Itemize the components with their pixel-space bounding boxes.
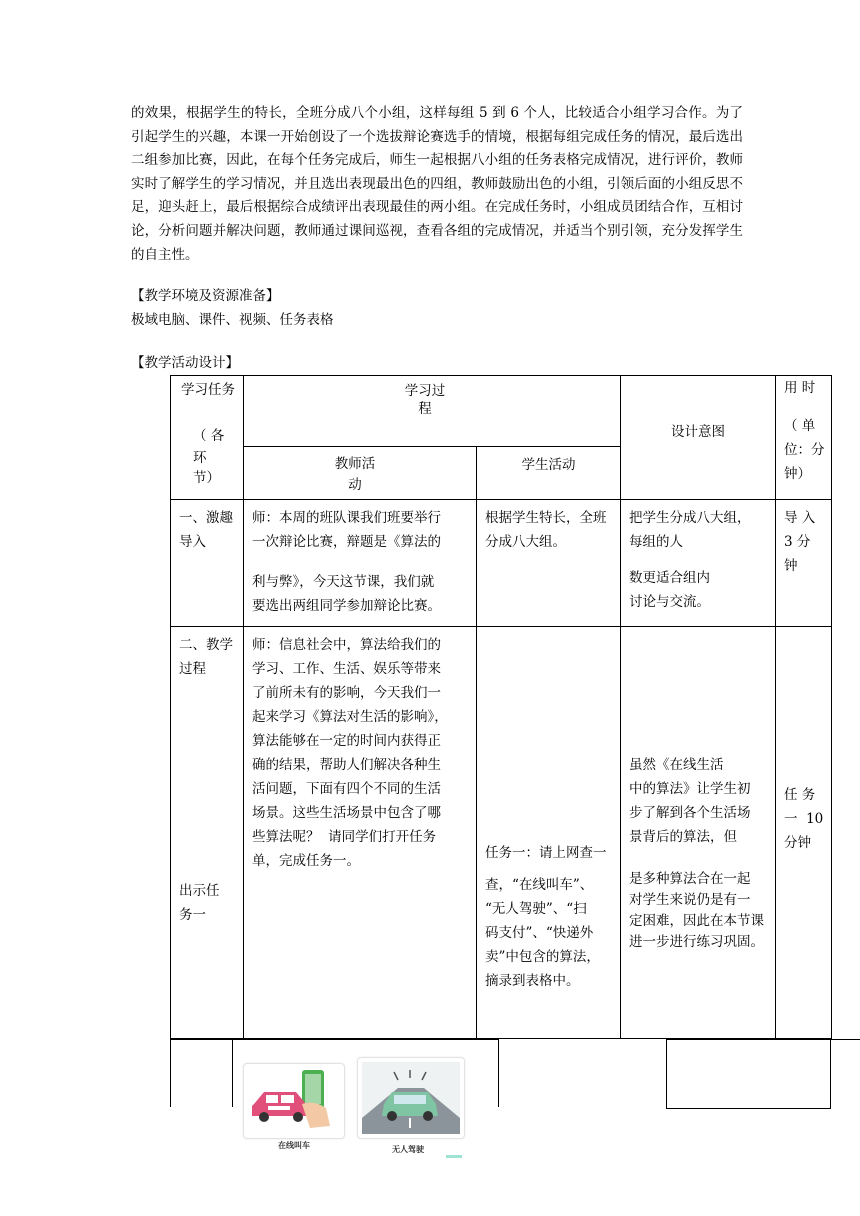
row2-intent-line: 是多种算法合在一起: [629, 871, 751, 887]
row2-task-line3: 出示任: [179, 883, 220, 899]
taxi-illustration: [244, 1064, 344, 1138]
row2-student-line: 摘录到表格中。: [485, 973, 580, 989]
header-task-line1: 学习任务: [181, 382, 235, 398]
env-content: 极域电脑、课件、视频、任务表格: [131, 312, 334, 328]
header-intent: 设计意图: [671, 423, 725, 440]
header-time-line4: 钟）: [784, 466, 811, 482]
row1-teacher-line3: 利与弊》，今天这节课，我们就: [252, 574, 435, 590]
lower-table-left-border: [170, 1039, 171, 1107]
activity-design-table: [170, 375, 832, 1039]
header-task-line3: 环: [193, 450, 207, 466]
header-teacher-line2: 动: [348, 477, 362, 493]
row2-student-line: 查，“在线叫车”、: [485, 877, 594, 893]
row1-intent-cell: [621, 500, 776, 627]
row1-task-line1: 一、激趣: [179, 510, 233, 526]
taxi-caption: 在线叫车: [278, 1140, 310, 1150]
row2-teacher-line: 学习、工作、生活、娱乐等带来: [252, 661, 441, 677]
row1-intent-line1: 把学生分成八大组，: [629, 510, 751, 526]
row2-task-line2: 过程: [179, 661, 206, 677]
header-student: 学生活动: [521, 457, 576, 473]
row1-teacher-line1: 师：本周的班队课我们班要举行: [252, 510, 441, 526]
row2-teacher-line: 活问题，下面有四个不同的生活: [252, 781, 441, 797]
row2-intent-line: 中的算法》让学生初: [629, 781, 751, 797]
row1-student-line2: 分成八大组。: [485, 534, 566, 550]
row2-teacher-line: 算法能够在一定的时间内获得正: [252, 733, 441, 749]
driverless-image: [357, 1057, 465, 1154]
row2-intent-line: 定困难，因此在本节课: [629, 913, 764, 929]
row2-teacher-cell: [244, 627, 477, 1039]
lower-table-bottom-right: [666, 1108, 831, 1109]
row1-time-line3: 钟: [784, 558, 798, 574]
lower-table-col1-border: [232, 1039, 233, 1107]
row2-student-line: 码支付”、“快递外: [485, 925, 594, 941]
header-time-cell: [776, 376, 832, 500]
row2-time-line2: 一 10: [784, 811, 824, 827]
row1-intent-line4: 讨论与交流。: [629, 594, 710, 610]
header-teacher-cell: [244, 447, 477, 500]
header-process-cell: [244, 376, 621, 447]
header-time-line2: （ 单: [784, 418, 816, 434]
row2-student-line: “无人驾驶”、“扫: [485, 901, 587, 917]
row2-teacher-line: 单，完成任务一。: [252, 853, 360, 869]
row2-time-line3: 分钟: [784, 835, 811, 851]
row1-time-cell: [776, 500, 832, 627]
lower-table-col3-border: [666, 1039, 667, 1108]
driverless-caption: 无人驾驶: [392, 1144, 424, 1154]
row1-intent-line3: 数更适合组内: [629, 570, 710, 586]
row1-teacher-cell: [244, 500, 477, 627]
taxi-image: [243, 1063, 345, 1150]
row2-teacher-line: 些算法呢？ 请同学们打开任务: [252, 829, 437, 845]
header-task-cell: [171, 376, 244, 500]
lower-table-col4-border: [830, 1039, 831, 1108]
cyan-mark: [446, 1155, 462, 1158]
row2-teacher-line: 起来学习《算法对生活的影响》，: [252, 709, 448, 725]
row1-teacher-line4: 要选出两组同学参加辩论比赛。: [252, 598, 441, 614]
row2-teacher-line: 了前所未有的影响，今天我们一: [252, 685, 441, 701]
env-heading: 【教学环境及资源准备】: [131, 288, 280, 304]
lower-table-top-left: [170, 1039, 499, 1040]
row2-student-line: 卖”中包含的算法，: [485, 949, 600, 965]
header-task-line4: 节）: [193, 470, 220, 486]
row2-intent-line: 步了解到各个生活场: [629, 805, 751, 821]
row2-student-cell: [477, 627, 621, 1039]
lower-table-col2-border: [498, 1039, 499, 1107]
intro-paragraph: 的效果，根据学生的特长，全班分成八个小组，这样每组 5 到 6 个人，比较适合小组学习合作。为了引起学生的兴趣，本课一开始创设了一个选拔辩论赛选手的情境，根据每组完成任务的情况，最后选出二组参加比赛，因此，在每个任务完成后，师生一起根据八小组的任务表格完成情况，进行评价，教师实时了解学生的学习情况，并且选出表现最出色的四组，教师鼓励出色的小组，引领后面的小组反思不足，迎头赶上，最后根据综合成绩评出表现最佳的两小组。在完成任务时，小组成员团结合作，互相讨论，分析问题并解决问题，教师通过课间巡视，查看各组的完成情况，并适当个别引领，充分发挥学生的自主性。: [131, 105, 743, 263]
row2-intent-line: 景背后的算法，但: [629, 829, 737, 845]
header-process-line2: 程: [418, 401, 432, 417]
row2-student-line: 任务一：请上网查一: [485, 845, 607, 861]
row1-time-line1: 导 入: [784, 510, 816, 526]
row2-intent-line: 虽然《在线生活: [629, 757, 724, 773]
header-teacher-line1: 教师活: [334, 456, 376, 472]
header-process-line1: 学习过: [404, 383, 446, 399]
row2-task-line4: 务一: [179, 907, 206, 923]
row2-intent-line: 对学生来说仍是有一: [629, 892, 751, 908]
row2-time-cell: [776, 627, 832, 1039]
header-task-line2: （ 各: [193, 428, 225, 444]
row1-task-cell: [171, 500, 244, 627]
row1-time-line2: 3 分: [784, 534, 811, 550]
row1-student-line1: 根据学生特长，全班: [485, 510, 607, 526]
activity-heading: 【教学活动设计】: [131, 355, 239, 371]
row1-task-line2: 导入: [179, 534, 206, 550]
header-time-line1: 用 时: [784, 380, 816, 396]
header-intent-cell: [621, 376, 776, 500]
row2-task-line1: 二、教学: [179, 637, 233, 653]
row1-teacher-line2: 一次辩论比赛，辩题是《算法的: [252, 534, 441, 550]
row2-teacher-line: 场景。这些生活场景中包含了哪: [252, 805, 441, 821]
row1-student-cell: [477, 500, 621, 627]
header-student-cell: [477, 447, 621, 500]
hand-shape: [302, 1103, 330, 1128]
header-time-line3: 位：分: [784, 442, 825, 458]
row2-time-line1: 任 务: [784, 787, 816, 803]
row2-task-cell: [171, 627, 244, 1039]
row1-intent-line2: 每组的人: [629, 534, 683, 550]
driverless-illustration: [358, 1058, 464, 1138]
row2-teacher-line: 师：信息社会中，算法给我们的: [252, 637, 441, 653]
row2-intent-line: 进一步进行练习巩固。: [629, 934, 764, 950]
row2-teacher-line: 确的结果，帮助人们解决各种生: [252, 757, 441, 773]
row2-intent-cell: [621, 627, 776, 1039]
